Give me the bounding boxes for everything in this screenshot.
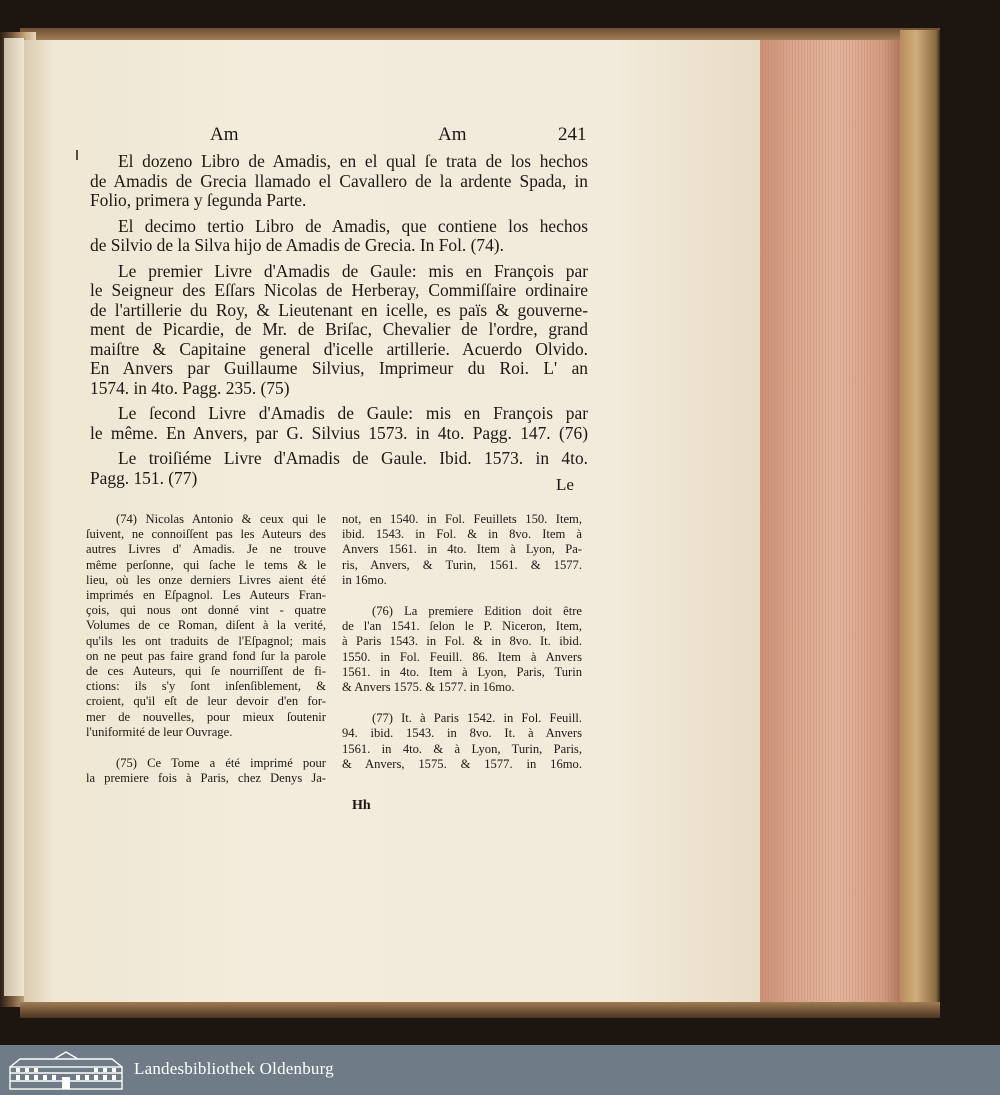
footnote — [86, 756, 326, 786]
note-line: in 16mo. — [342, 572, 387, 587]
running-head-left: Am — [210, 124, 239, 145]
text-line: 1574. in 4to. Pagg. 235. (75) — [90, 377, 290, 398]
note-line: autres Livres d' Amadis. Je ne trouve — [86, 542, 326, 557]
footnote — [342, 604, 582, 695]
note-line: ibid. 1543. in Fol. & in 8vo. Item à — [342, 527, 582, 542]
note-line: croient, qu'il eſt de leur devoir d'en for- — [86, 694, 326, 709]
paragraph — [90, 262, 588, 399]
text-line: Pagg. 151. (77) — [90, 467, 198, 488]
text-line: de Amadis de Grecia llamado el Cavallero de la ardente Spada, in — [90, 170, 588, 191]
text-line: El dozeno Libro de Amadis, en el qual ſe trata de los hechos — [118, 151, 588, 171]
note-line: 1550. in Fol. Feuill. 86. Item à Anvers — [342, 649, 582, 664]
page-block-edge — [752, 40, 905, 1005]
main-text — [90, 152, 588, 494]
note-line: on ne peut pas faire grand fond ſur la parole — [86, 648, 326, 663]
margin-mark — [76, 150, 78, 160]
footnote — [342, 512, 582, 588]
note-line: mer de nouvelles, pour mieux ſoutenir — [86, 709, 326, 724]
text-line: le même. En Anvers, par G. Silvius 1573. in 4to. Pagg. 147. (76) — [90, 422, 588, 443]
text-line: ment de Picardie, de Mr. de Briſac, Chevalier de l'ordre, grand — [90, 319, 588, 339]
signature-mark: Hh — [352, 798, 371, 813]
note-line: (77) It. à Paris 1542. in Fol. Feuill. — [372, 711, 582, 726]
text-line: Le premier Livre d'Amadis de Gaule: mis en François par — [118, 260, 588, 281]
note-line: çois, qui nous ont donné vint - quatre — [86, 603, 326, 618]
library-footer-bar — [0, 1045, 1000, 1095]
note-line: à Paris 1543. in Fol. & in 8vo. It. ibid. — [342, 634, 582, 649]
note-line: & Anvers 1575. & 1577. in 16mo. — [342, 680, 515, 695]
page-number: 241 — [558, 124, 587, 145]
note-line: 1561. in 4to. Item à Lyon, Paris, Turin — [342, 664, 582, 679]
note-line: not, en 1540. in Fol. Feuillets 150. Item, — [342, 512, 582, 526]
text-line: le Seigneur des Eſſars Nicolas de Herberay, Commiſſaire ordinaire — [90, 280, 588, 300]
running-head-center: Am — [438, 124, 467, 145]
text-line: En Anvers par Guillaume Silvius, Imprimeur du Roi. L' an — [90, 358, 588, 378]
note-line: 1561. in 4to. & à Lyon, Turin, Paris, — [342, 741, 582, 756]
note-line: de l'an 1541. ſelon le P. Niceron, Item, — [342, 619, 582, 634]
footnote — [342, 711, 582, 772]
footnotes-left-column — [86, 512, 326, 802]
note-line: 94. ibid. 1543. in 8vo. It. à Anvers — [342, 726, 582, 741]
note-line: lieu, où les onze derniers Livres aient été — [86, 572, 326, 587]
note-line: la premiere fois à Paris, chez Denys Ja- — [86, 771, 326, 786]
footnote — [86, 512, 326, 740]
note-line: Volumes de ce Roman, diſent à la verité, — [86, 618, 326, 633]
book-cover-side — [900, 30, 940, 1015]
paragraph — [90, 217, 588, 256]
text-line: Le ſecond Livre d'Amadis de Gaule: mis en François par — [118, 403, 588, 423]
paragraph — [90, 152, 588, 211]
catchword: Le — [556, 475, 574, 494]
book-cover-bottom — [20, 1002, 940, 1018]
note-line: ris, Anvers, & Turin, 1561. & 1577. — [342, 557, 582, 572]
library-building-icon[interactable] — [8, 1049, 124, 1091]
note-line: (75) Ce Tome a été imprimé pour — [116, 756, 326, 771]
note-line: & Anvers, 1575. & 1577. in 16mo. — [342, 756, 582, 771]
note-line: l'uniformité de leur Ouvrage. — [86, 724, 233, 739]
note-line: imprimés en Eſpagnol. Les Auteurs Fran- — [86, 588, 326, 603]
note-line: Anvers 1561. in 4to. Item à Lyon, Pa- — [342, 542, 582, 557]
note-line: (74) Nicolas Antonio & ceux qui le — [116, 512, 326, 526]
text-line: de l'artillerie du Roy, & Lieutenant en icelle, es païs & gouverne- — [90, 299, 588, 320]
text-line: maiſtre & Capitaine general d'icelle artillerie. Acuerdo Olvido. — [90, 338, 588, 359]
paragraph — [90, 449, 588, 488]
library-name[interactable]: Landesbibliothek Oldenburg — [134, 1059, 334, 1078]
book-page — [24, 40, 760, 1002]
note-line: même perſonne, qui ſache le tems & le — [86, 557, 326, 572]
note-line: ctions: ils s'y ſont inſenſiblement, & — [86, 679, 326, 694]
note-line: (76) La premiere Edition doit être — [372, 604, 582, 619]
note-line: qu'ils les ont traduits de l'Eſpagnol; mais — [86, 633, 326, 648]
footnotes-right-column — [342, 512, 582, 788]
note-line: de ces Auteurs, qui ſe nourriſſent de fi- — [86, 664, 326, 679]
text-line: de Silvio de la Silva hijo de Amadis de Grecia. In Fol. (74). — [90, 235, 504, 255]
note-line: ſuivent, ne connoiſſent pas les Auteurs des — [86, 527, 326, 542]
text-line: El decimo tertio Libro de Amadis, que contiene los hechos — [118, 215, 588, 236]
text-line: Folio, primera y ſegunda Parte. — [90, 190, 307, 210]
text-line: Le troiſiéme Livre d'Amadis de Gaule. Ibid. 1573. in 4to. — [118, 448, 588, 468]
facing-page-edge — [4, 38, 25, 996]
paragraph — [90, 404, 588, 443]
